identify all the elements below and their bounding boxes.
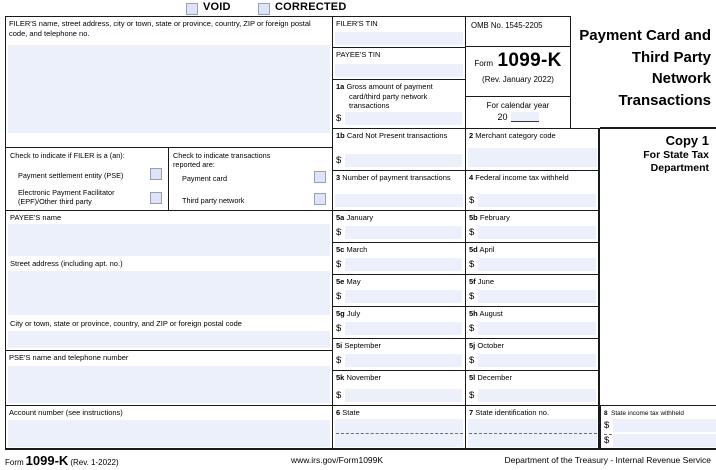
calendar-year-box	[465, 96, 571, 129]
box-5d-label: 5d April	[469, 245, 495, 254]
pse-name-label: PSE'S name and telephone number	[9, 353, 129, 362]
form-bottom-border	[5, 448, 716, 450]
box-5d-april	[465, 242, 600, 275]
calendar-year-input[interactable]	[511, 112, 539, 122]
form-footer	[5, 451, 711, 467]
box-8-label: 8 State income tax withheld	[604, 410, 684, 417]
payment-card-checkbox[interactable]	[314, 171, 326, 183]
box-7-label: 7 State identification no.	[469, 408, 550, 417]
footer-url[interactable]: www.irs.gov/Form1099K	[290, 455, 384, 465]
check-transactions-box	[168, 147, 333, 211]
box-5f-label: 5f June	[469, 277, 495, 286]
corrected-checkbox[interactable]	[258, 3, 270, 15]
box-5c-march	[332, 242, 466, 275]
payee-name-label: PAYEE'S name	[10, 213, 62, 222]
calendar-year-value: 20	[466, 112, 570, 122]
box-5e-amount[interactable]: $	[336, 290, 462, 303]
box-5j-amount[interactable]: $	[469, 354, 596, 367]
filer-tin-box	[332, 16, 466, 48]
form-title: Payment Card and Third Party Network Transactions	[579, 27, 711, 109]
box-1b-label: 1b Card Not Present transactions	[336, 131, 448, 140]
box-5h-august	[465, 306, 600, 339]
filer-info-input[interactable]	[8, 45, 330, 133]
void-label: VOID	[203, 1, 231, 13]
box-7-divider	[469, 433, 597, 434]
copy-designation: Copy 1 For State Tax Department	[602, 133, 709, 175]
box-5a-label: 5a January	[336, 213, 374, 222]
third-party-network-checkbox[interactable]	[314, 193, 326, 205]
box-5c-amount[interactable]: $	[336, 258, 462, 271]
box-5c-label: 5c March	[336, 245, 368, 254]
box-5j-october	[465, 338, 600, 371]
box-1a-amount[interactable]: $	[336, 112, 462, 125]
box-5a-january	[332, 210, 466, 243]
calendar-year-label: For calendar year	[486, 101, 550, 110]
box-8-amount-2[interactable]: $	[604, 434, 716, 447]
box-4-amount[interactable]: $	[469, 194, 596, 207]
city-state-zip-input[interactable]	[8, 331, 330, 348]
box-5b-february	[465, 210, 600, 243]
box-1b-amount[interactable]: $	[336, 154, 462, 167]
account-number-input[interactable]	[8, 420, 330, 447]
epf-checkbox[interactable]	[150, 192, 162, 204]
account-number-label: Account number (see instructions)	[9, 408, 123, 417]
box-3-label: 3 Number of payment transactions	[336, 173, 451, 182]
box-5i-september	[332, 338, 466, 371]
box-5g-label: 5g July	[336, 309, 361, 318]
form-number-line: Form 1099-K	[474, 50, 562, 71]
divider-title-copy	[600, 127, 716, 129]
box-5h-amount[interactable]: $	[469, 322, 596, 335]
copy-number: Copy 1	[665, 133, 709, 148]
city-state-zip-label: City or town, state or province, country, and ZIP or foreign postal code	[10, 319, 242, 328]
box-6-label: 6 State	[336, 408, 360, 417]
corrected-label: CORRECTED	[275, 1, 347, 13]
check-option-third-party: Third party network	[182, 196, 245, 205]
filer-info-box	[5, 16, 333, 148]
box-2-input[interactable]	[468, 148, 597, 167]
box-5h-label: 5h August	[469, 309, 503, 318]
box-1a-gross-amount	[332, 79, 466, 129]
form-revision: (Rev. January 2022)	[482, 75, 554, 84]
check-filer-option-epf: Electronic Payment Facilitator (EPF)/Other third party	[18, 188, 115, 206]
payee-name-input[interactable]	[8, 224, 330, 256]
box-5e-may	[332, 274, 466, 307]
payee-tin-input[interactable]	[335, 64, 463, 77]
street-address-label: Street address (including apt. no.)	[10, 259, 123, 268]
box-5j-label: 5j October	[469, 341, 505, 350]
box-4-label: 4 Federal income tax withheld	[469, 173, 569, 182]
footer-agency: Department of the Treasury - Internal Revenue Service	[504, 455, 711, 465]
box-5g-amount[interactable]: $	[336, 322, 462, 335]
check-filer-heading: Check to indicate if FILER is a (an):	[10, 151, 125, 160]
box-5b-label: 5b February	[469, 213, 510, 222]
form-number-box	[465, 46, 571, 97]
divider-copy-column	[598, 128, 600, 450]
account-number-box	[5, 405, 333, 450]
box-2-merchant-category	[465, 128, 600, 171]
filer-info-label: FILER'S name, street address, city or town, state or province, country, ZIP or foreign postal code, and telephone no.	[9, 19, 311, 38]
box-5a-amount[interactable]: $	[336, 226, 462, 239]
filer-tin-input[interactable]	[335, 32, 463, 45]
box-7-state-id	[465, 405, 600, 450]
box-5g-july	[332, 306, 466, 339]
box-5i-label: 5i September	[336, 341, 382, 350]
box-5f-amount[interactable]: $	[469, 290, 596, 303]
check-filer-box	[5, 147, 169, 211]
box-8-state-tax-withheld	[600, 405, 716, 450]
box-5i-amount[interactable]: $	[336, 354, 462, 367]
box-8-amount-1[interactable]: $	[604, 419, 716, 432]
box-6-state	[332, 405, 466, 450]
box-1b-card-not-present	[332, 128, 466, 171]
omb-number: OMB No. 1545-2205	[471, 21, 543, 30]
box-5k-amount[interactable]: $	[336, 389, 462, 402]
box-5e-label: 5e May	[336, 277, 361, 286]
street-address-input[interactable]	[8, 271, 330, 315]
box-5k-november	[332, 370, 466, 406]
void-checkbox[interactable]	[186, 3, 198, 15]
box-4-federal-tax-withheld	[465, 170, 600, 211]
check-option-payment-card: Payment card	[182, 174, 228, 183]
box-5f-june	[465, 274, 600, 307]
check-filer-option-pse: Payment settlement entity (PSE)	[18, 171, 124, 180]
box-5k-label: 5k November	[336, 373, 382, 382]
footer-form-id: Form 1099-K (Rev. 1-2022)	[5, 453, 119, 468]
box-5l-label: 5l December	[469, 373, 512, 382]
omb-box	[465, 16, 571, 47]
box-3-input[interactable]	[335, 194, 463, 207]
filer-tin-label: FILER'S TIN	[336, 19, 378, 28]
box-1a-label: 1a Gross amount of payment card/third party network transactions	[336, 82, 433, 110]
payee-tin-box	[332, 47, 466, 80]
pse-checkbox[interactable]	[150, 168, 162, 180]
box-2-label: 2 Merchant category code	[469, 131, 556, 140]
check-transactions-heading: Check to indicate transactions reported are:	[173, 151, 271, 169]
payee-address-block	[5, 210, 333, 351]
box-5d-amount[interactable]: $	[469, 258, 596, 271]
box-5b-amount[interactable]: $	[469, 226, 596, 239]
pse-name-input[interactable]	[8, 366, 330, 403]
box-5l-amount[interactable]: $	[469, 389, 596, 402]
box-3-number-of-transactions	[332, 170, 466, 211]
box-6-divider	[336, 433, 463, 434]
box-5l-december	[465, 370, 600, 406]
payee-tin-label: PAYEE'S TIN	[336, 50, 381, 59]
pse-name-box	[5, 350, 333, 406]
